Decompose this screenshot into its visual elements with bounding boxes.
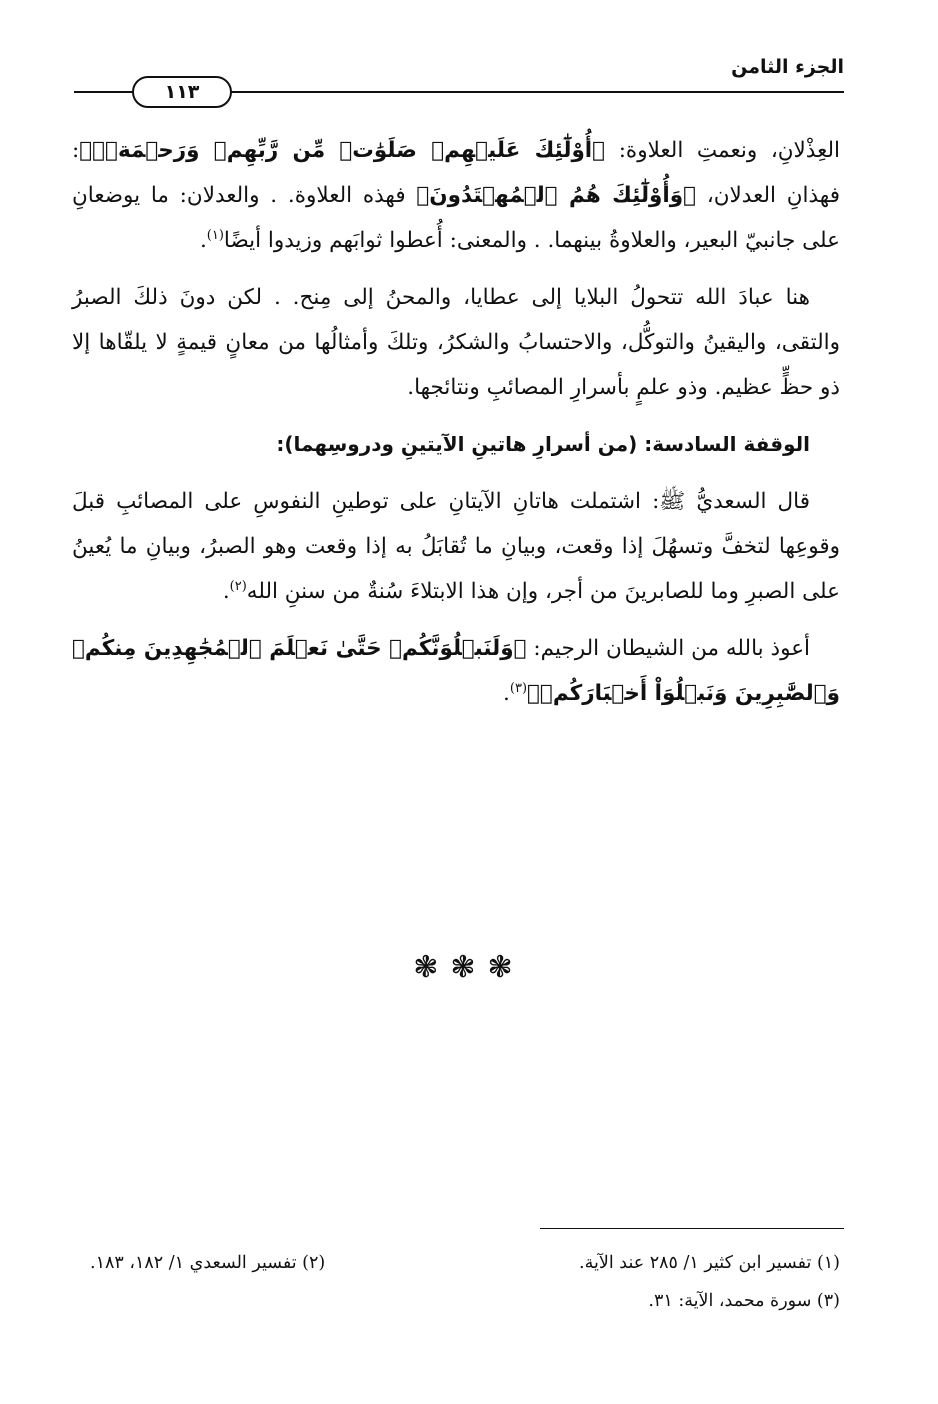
p3-text: قال السعديُّ ﷺ: اشتملت هاتانِ الآيتانِ على توطينِ النفوسِ على المصائبِ قبلَ وقوعِها لتخفَّ وتسهُلَ إذا وقعت، وبيانِ ما تُقابَلُ به إذا وقعت وهو الصبرُ، وبيانِ ما يُعينُ على الصبرِ وما للصابرينَ من أجر، وإن هذا الابتلاءَ سُنةٌ من سننِ الله	[72, 489, 840, 604]
paragraph-1	[72, 128, 840, 263]
footnote-2: (٢) تفسير السعدي ١/ ١٨٢، ١٨٣.	[90, 1253, 326, 1273]
section-ornament: ❃❃❃	[413, 950, 525, 985]
footnote-1: (١) تفسير ابن كثير ١/ ٢٨٥ عند الآية.	[579, 1253, 840, 1273]
footnote-row-2	[90, 1282, 840, 1320]
footnote-3: (٣) سورة محمد، الآية: ٣١.	[648, 1291, 840, 1311]
footnotes	[90, 1244, 840, 1320]
paragraph-3	[72, 479, 840, 614]
footnote-rule	[540, 1228, 844, 1229]
paragraph-4	[72, 626, 840, 716]
page-header	[74, 52, 844, 112]
quran-verse-2: ﴿وَأُوْلَٰٓئِكَ هُمُ ٱلۡمُهۡتَدُونَ﴾	[416, 183, 697, 208]
p1-text-4: .	[199, 228, 207, 253]
part-title: الجزء الثامن	[731, 56, 844, 78]
paragraph-2: هنا عبادَ الله تتحولُ البلايا إلى عطايا، والمحنُ إلى مِنح. . لكن دونَ ذلكَ الصبرُ والتقى، واليقينُ والتوكُّل، والاحتسابُ والشكرُ، وتلكَ وأمثالُها من معانٍ قيمةٍ لا يلقّاها إلا ذو حظٍّ عظيم. وذو علمٍ بأسرارِ المصائبِ ونتائجها.	[72, 285, 840, 400]
p1-text-3: فهذه العلاوة. . والعدلان: ما يوضعانِ على جانبيّ البعير، والعلاوةُ بينهما. . والمعنى: أُعطوا ثوابَهم وزيدوا أيضًا	[72, 183, 840, 253]
section-heading: الوقفة السادسة: (من أسرارِ هاتينِ الآيتينِ ودروسِهما):	[276, 432, 810, 456]
p1-text-2: : فهذانِ العدلان،	[72, 138, 840, 208]
p1-text-1: العِذْلانِ، ونعمتِ العلاوة:	[605, 138, 840, 163]
quran-verse-1: ﴿أُوْلَٰٓئِكَ عَلَيۡهِمۡ صَلَوَٰتٞ مِّن رَّبِّهِمۡ وَرَحۡمَةٞۖ﴾	[79, 138, 606, 163]
p3-end: .	[222, 579, 230, 604]
p4-end: .	[503, 681, 510, 706]
page-body	[72, 128, 840, 728]
p4-text: أعوذ بالله من الشيطان الرجيم:	[526, 636, 810, 661]
footnote-row-1	[90, 1244, 840, 1282]
page-number: ١١٣	[132, 76, 232, 108]
quran-verse-3: ﴿وَلَنَبۡلُوَنَّكُمۡ حَتَّىٰ نَعۡلَمَ ٱلۡمُجَٰهِدِينَ مِنكُمۡ وَٱلصَّٰبِرِينَ وَنَبۡلُوَاْ أَخۡبَارَكُمۡ﴾	[72, 636, 840, 706]
footnote-ref-2: (٢)	[229, 578, 247, 594]
footnote-ref-3: (٣)	[509, 680, 528, 696]
footnote-ref-1: (١)	[206, 227, 224, 243]
